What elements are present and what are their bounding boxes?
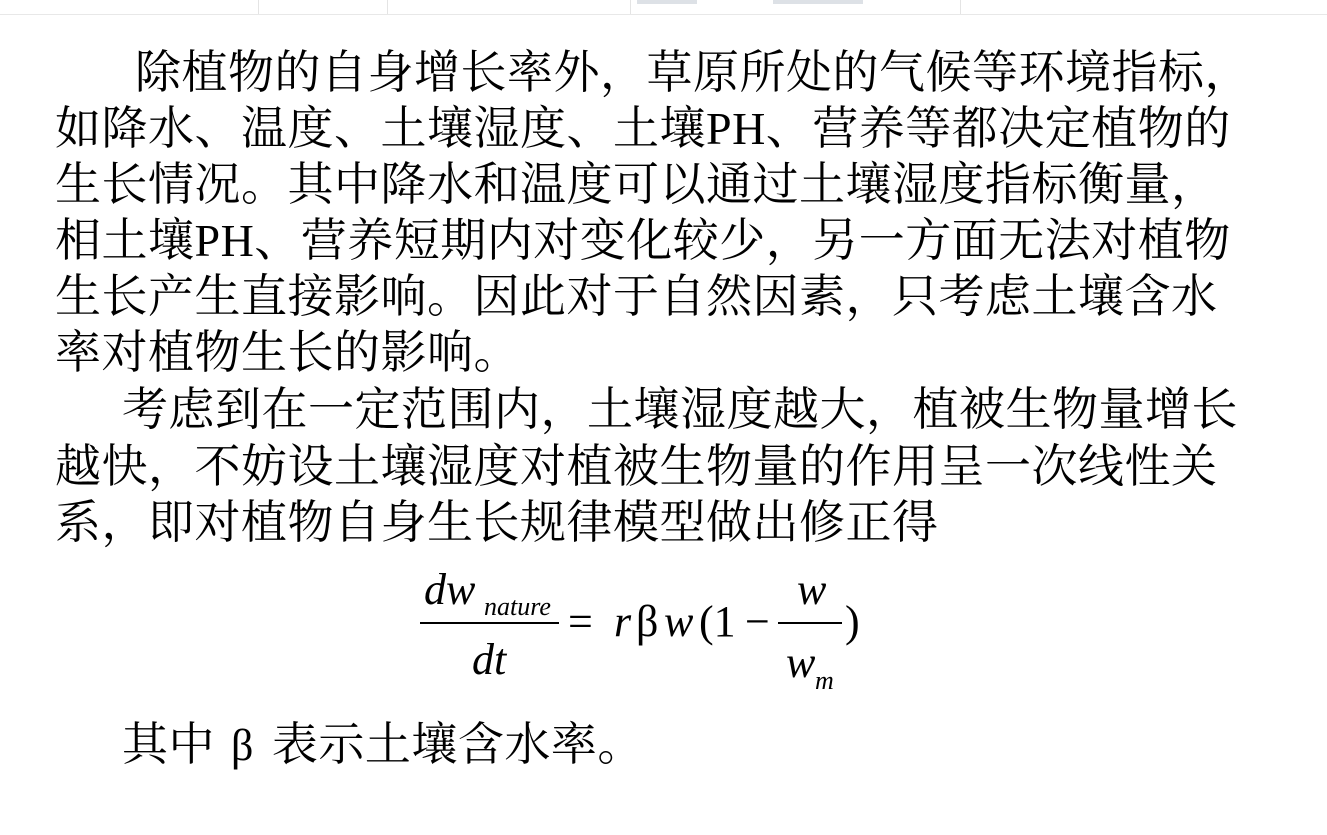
coefficient-r: r: [614, 597, 632, 646]
toolbar-divider: [387, 0, 388, 14]
equals-sign: =: [568, 597, 593, 646]
paragraph-line: 生长情况。其中降水和温度可以通过土壤湿度指标衡量，: [55, 159, 1218, 210]
inner-denominator: w: [786, 638, 816, 687]
paragraph-line: 系，即对植物自身生长规律模型做出修正得: [55, 497, 939, 548]
inner-numerator: w: [797, 565, 827, 614]
equation-numerator-subscript: nature: [484, 592, 551, 621]
note-suffix: 表示土壤含水率。: [271, 719, 644, 770]
paragraph-line: 率对植物生长的影响。: [55, 327, 520, 378]
paragraph: [55, 45, 1251, 381]
close-paren: ): [845, 597, 860, 646]
toolbar-tab[interactable]: [773, 0, 863, 4]
paragraph-line: 考虑到在一定范围内，土壤湿度越大，植被生物量增长: [122, 384, 1238, 435]
note-prefix: 其中: [122, 719, 215, 770]
paragraph-line: 除植物的自身增长率外，草原所处的气候等环境指标，: [135, 47, 1251, 98]
equation-numerator: dw: [424, 565, 476, 614]
fraction-bar: [420, 622, 559, 624]
open-paren-one: (1: [699, 597, 736, 646]
toolbar-tab[interactable]: [637, 0, 697, 4]
paragraph-line: 相土壤PH、营养短期内对变化较少，另一方面无法对植物: [55, 215, 1231, 266]
minus-sign: −: [745, 597, 770, 646]
paragraph-line: 生长产生直接影响。因此对于自然因素，只考虑土壤含水: [55, 271, 1218, 322]
paragraph-line: 越快，不妨设土壤湿度对植被生物量的作用呈一次线性关: [55, 440, 1218, 492]
paragraph-line: 如降水、温度、土壤湿度、土壤PH、营养等都决定植物的: [55, 103, 1231, 154]
paragraph: [55, 382, 1238, 552]
inner-denominator-subscript: m: [815, 666, 834, 695]
toolbar-divider: [630, 0, 631, 14]
beta-symbol: β: [231, 721, 254, 770]
toolbar-divider: [960, 0, 961, 14]
beta-definition: [122, 717, 644, 773]
variable-w: w: [664, 597, 694, 646]
top-toolbar: [0, 0, 1327, 15]
coefficient-beta: β: [636, 597, 659, 646]
equation-denominator: dt: [472, 635, 507, 684]
toolbar-divider: [258, 0, 259, 14]
inner-fraction-bar: [778, 622, 842, 624]
